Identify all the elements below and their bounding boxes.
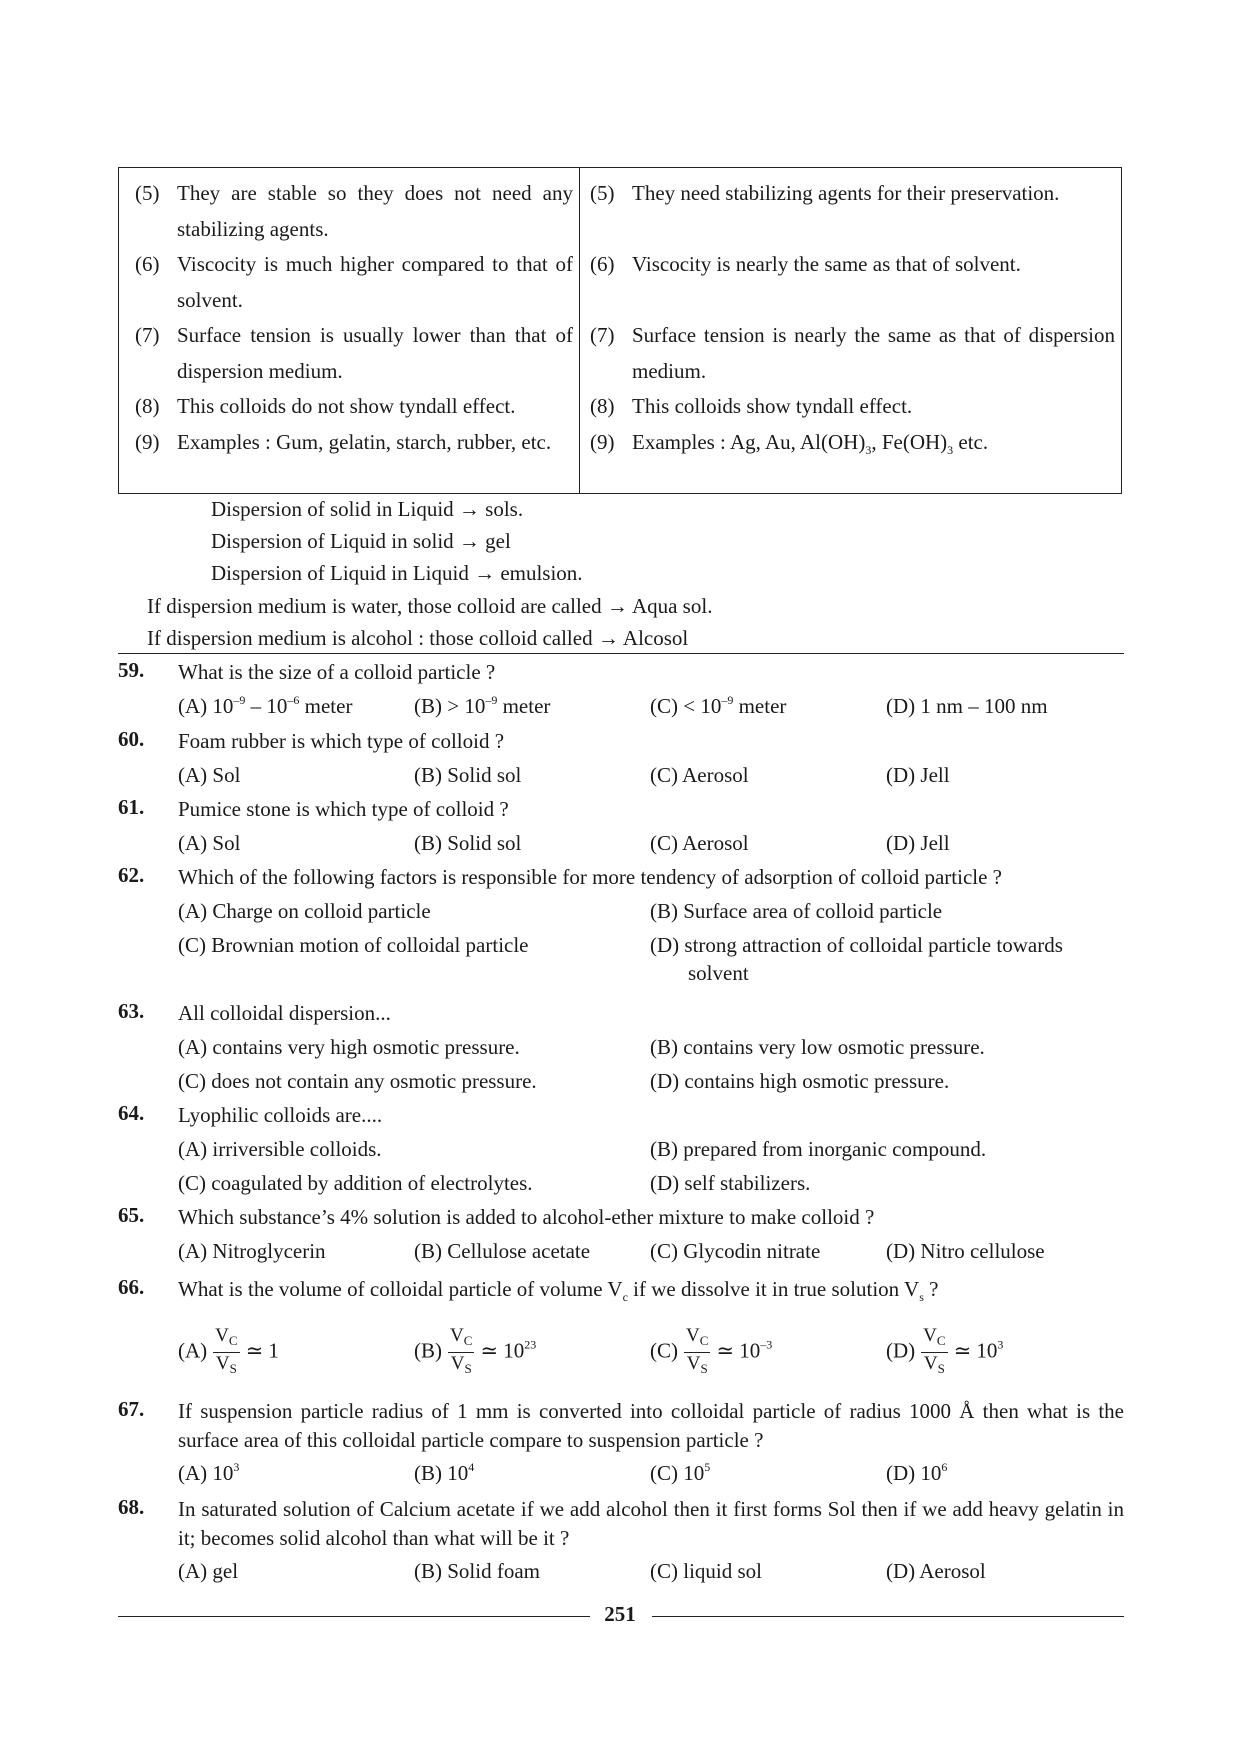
fraction-denominator bbox=[684, 1353, 710, 1380]
subscript: C bbox=[463, 1333, 473, 1348]
option-d-continued: solvent bbox=[688, 961, 749, 985]
option-a: (A) contains very high osmotic pressure. bbox=[178, 1035, 520, 1059]
text-part: What is the volume of colloidal particle of volume V bbox=[178, 1277, 623, 1301]
option-label: (C) bbox=[650, 1338, 678, 1363]
question-text: In saturated solution of Calcium acetate if we add alcohol then it first forms Sol then if we add heavy gelatin in it; becomes solid alcohol than what will be it ? bbox=[178, 1497, 1124, 1550]
vc-vs-fraction bbox=[684, 1325, 710, 1380]
option-b: (B) Cellulose acetate bbox=[414, 1239, 591, 1263]
option-b: (B) Solid foam bbox=[414, 1559, 540, 1583]
question-text: Pumice stone is which type of colloid ? bbox=[178, 797, 509, 821]
option-b: (B) prepared from inorganic compound. bbox=[650, 1137, 987, 1161]
subscript: C bbox=[228, 1333, 238, 1348]
exponent: 5 bbox=[704, 1460, 711, 1474]
question-number: 62. bbox=[118, 863, 145, 887]
note-emulsion: Dispersion of Liquid in Liquid → emulsion. bbox=[211, 561, 583, 585]
item-text bbox=[632, 425, 1115, 461]
vc-vs-fraction bbox=[921, 1325, 947, 1380]
subscript: S bbox=[937, 1361, 945, 1376]
option-b: (B) contains very low osmotic pressure. bbox=[650, 1035, 985, 1059]
subscript: C bbox=[936, 1333, 946, 1348]
question-number: 66. bbox=[118, 1275, 145, 1299]
option-d bbox=[886, 1459, 947, 1488]
option-d: (D) contains high osmotic pressure. bbox=[650, 1069, 950, 1093]
right-item-9 bbox=[590, 425, 1115, 461]
text-part: etc. bbox=[953, 429, 989, 454]
question-number: 65. bbox=[118, 1203, 145, 1227]
exponent: 4 bbox=[468, 1460, 475, 1474]
text-part: , Fe(OH) bbox=[871, 429, 948, 454]
symbol: V bbox=[923, 1325, 937, 1346]
exponent: 3 bbox=[233, 1460, 240, 1474]
item-text: They need stabilizing agents for their preservation. bbox=[632, 181, 1060, 205]
lyophilic-column bbox=[119, 168, 580, 493]
symbol: V bbox=[686, 1353, 701, 1374]
question-number: 64. bbox=[118, 1101, 145, 1125]
option-value: ≃ 10 bbox=[716, 1338, 761, 1363]
subscript: C bbox=[699, 1333, 709, 1348]
right-item-7 bbox=[590, 318, 1115, 389]
option-c: (C) Aerosol bbox=[650, 831, 749, 855]
item-number: (9) bbox=[135, 429, 160, 454]
fraction-numerator bbox=[448, 1325, 474, 1353]
text-part: if we dissolve it in true solution V bbox=[627, 1277, 920, 1301]
left-item-9 bbox=[135, 425, 573, 461]
item-text: This colloids do not show tyndall effect. bbox=[177, 394, 516, 418]
comparison-table bbox=[118, 167, 1122, 494]
item-text: Viscocity is nearly the same as that of solvent. bbox=[632, 252, 1021, 276]
exponent: –6 bbox=[287, 693, 300, 707]
item-text: Surface tension is usually lower than that of dispersion medium. bbox=[177, 323, 573, 383]
subscript: c bbox=[622, 1290, 628, 1304]
exponent: 6 bbox=[941, 1460, 948, 1474]
option-label: (D) bbox=[886, 1338, 916, 1363]
item-number: (6) bbox=[590, 252, 615, 276]
option-a bbox=[178, 1325, 279, 1380]
question-text: Which of the following factors is responsible for more tendency of adsorption of colloid particle ? bbox=[178, 865, 1003, 889]
exponent: –3 bbox=[760, 1337, 773, 1352]
option-d: (D) Jell bbox=[886, 831, 950, 855]
fraction-numerator bbox=[684, 1325, 710, 1353]
item-text: Examples : Gum, gelatin, starch, rubber, etc. bbox=[177, 429, 552, 454]
option-d: (D) Aerosol bbox=[886, 1559, 986, 1583]
question-number: 63. bbox=[118, 999, 145, 1023]
option-a bbox=[178, 1459, 239, 1488]
item-number: (7) bbox=[590, 323, 615, 347]
subscript: s bbox=[919, 1290, 924, 1304]
fraction-denominator bbox=[921, 1353, 947, 1380]
question-text bbox=[178, 1275, 1124, 1304]
fraction-denominator bbox=[213, 1353, 239, 1380]
note-sols: Dispersion of solid in Liquid → sols. bbox=[211, 497, 524, 521]
option-text: meter bbox=[497, 694, 551, 718]
question-number: 67. bbox=[118, 1397, 145, 1421]
note-gel: Dispersion of Liquid in solid → gel bbox=[211, 529, 511, 553]
option-value: ≃ 1 bbox=[245, 1338, 279, 1363]
item-text: Surface tension is nearly the same as that of dispersion medium. bbox=[632, 323, 1115, 383]
option-text: (D) 10 bbox=[886, 1461, 942, 1485]
option-d bbox=[886, 1325, 1003, 1380]
item-text: Viscocity is much higher compared to that of solvent. bbox=[177, 252, 573, 312]
option-b bbox=[414, 1325, 536, 1380]
exponent: –9 bbox=[233, 693, 246, 707]
question-text: Which substance’s 4% solution is added to alcohol-ether mixture to make colloid ? bbox=[178, 1205, 875, 1229]
vc-vs-fraction bbox=[213, 1325, 239, 1380]
option-a: (A) irriversible colloids. bbox=[178, 1137, 382, 1161]
fraction-numerator bbox=[213, 1325, 239, 1353]
text-part: Examples : Ag, Au, Al(OH) bbox=[632, 429, 866, 454]
left-item-5 bbox=[135, 176, 573, 247]
exponent: 23 bbox=[524, 1337, 537, 1352]
exponent: 3 bbox=[997, 1337, 1004, 1352]
symbol: V bbox=[215, 1353, 230, 1374]
option-c: (C) Brownian motion of colloidal particle bbox=[178, 933, 529, 957]
option-text: (C) < 10 bbox=[650, 694, 722, 718]
option-b: (B) Solid sol bbox=[414, 763, 522, 787]
subscript: S bbox=[464, 1361, 472, 1376]
item-number: (5) bbox=[135, 181, 160, 205]
question-text: Foam rubber is which type of colloid ? bbox=[178, 729, 505, 753]
option-a: (A) Sol bbox=[178, 831, 241, 855]
right-item-5 bbox=[590, 176, 1115, 247]
option-a bbox=[178, 692, 352, 721]
option-d: (D) self stabilizers. bbox=[650, 1171, 811, 1195]
subscript: 3 bbox=[947, 442, 954, 457]
item-number: (6) bbox=[135, 252, 160, 276]
option-c bbox=[650, 1459, 710, 1488]
question-text: If suspension particle radius of 1 mm is converted into colloidal particle of radius 1000 Å then what is the surface area of this colloidal particle compare to suspension particle ? bbox=[178, 1399, 1124, 1452]
option-c: (C) does not contain any osmotic pressure. bbox=[178, 1069, 537, 1093]
note-aqua-sol: If dispersion medium is water, those colloid are called → Aqua sol. bbox=[147, 594, 713, 618]
item-number: (8) bbox=[135, 394, 160, 418]
question-text: All colloidal dispersion... bbox=[178, 1001, 391, 1025]
section-divider bbox=[118, 653, 1124, 654]
subscript: 3 bbox=[865, 442, 872, 457]
symbol: V bbox=[923, 1353, 938, 1374]
option-b: (B) Solid sol bbox=[414, 831, 522, 855]
option-c: (C) liquid sol bbox=[650, 1559, 763, 1583]
exponent: –9 bbox=[721, 693, 734, 707]
option-text: meter bbox=[733, 694, 787, 718]
option-text: (B) 10 bbox=[414, 1461, 469, 1485]
option-b bbox=[414, 692, 550, 721]
question-text: Lyophilic colloids are.... bbox=[178, 1103, 383, 1127]
lyophobic-column bbox=[580, 168, 1121, 493]
option-text: (A) 10 bbox=[178, 1461, 234, 1485]
option-value: ≃ 10 bbox=[480, 1338, 525, 1363]
option-c bbox=[650, 692, 786, 721]
left-item-7 bbox=[135, 318, 573, 389]
option-a: (A) gel bbox=[178, 1559, 239, 1583]
option-b bbox=[414, 1459, 474, 1488]
item-number: (7) bbox=[135, 323, 160, 347]
page-number: 251 bbox=[604, 1602, 636, 1626]
fraction-numerator bbox=[921, 1325, 947, 1353]
question-text: What is the size of a colloid particle ? bbox=[178, 660, 496, 684]
exponent: –9 bbox=[485, 693, 498, 707]
right-item-8 bbox=[590, 389, 1115, 425]
symbol: V bbox=[450, 1353, 465, 1374]
option-d: (D) strong attraction of colloidal particle towards bbox=[650, 933, 1063, 957]
left-item-6 bbox=[135, 247, 573, 318]
option-label: (A) bbox=[178, 1338, 208, 1363]
option-c bbox=[650, 1325, 772, 1380]
option-b: (B) Surface area of colloid particle bbox=[650, 899, 943, 923]
option-a: (A) Charge on colloid particle bbox=[178, 899, 431, 923]
right-item-6 bbox=[590, 247, 1115, 318]
option-c: (C) Glycodin nitrate bbox=[650, 1239, 821, 1263]
option-value: ≃ 10 bbox=[953, 1338, 998, 1363]
option-c: (C) coagulated by addition of electrolytes. bbox=[178, 1171, 533, 1195]
item-text: This colloids show tyndall effect. bbox=[632, 394, 913, 418]
footer-rule-left bbox=[118, 1616, 590, 1617]
question-number: 59. bbox=[118, 658, 145, 682]
option-text: (B) > 10 bbox=[414, 694, 486, 718]
footer-rule-right bbox=[652, 1616, 1124, 1617]
option-d: (D) Jell bbox=[886, 763, 950, 787]
symbol: V bbox=[450, 1325, 464, 1346]
option-a: (A) Sol bbox=[178, 763, 241, 787]
question-number: 61. bbox=[118, 795, 145, 819]
vc-vs-fraction bbox=[448, 1325, 474, 1380]
option-a: (A) Nitroglycerin bbox=[178, 1239, 326, 1263]
subscript: S bbox=[700, 1361, 708, 1376]
option-c: (C) Aerosol bbox=[650, 763, 749, 787]
note-alcosol: If dispersion medium is alcohol : those colloid called → Alcosol bbox=[147, 626, 689, 650]
option-d: (D) Nitro cellulose bbox=[886, 1239, 1045, 1263]
item-text: They are stable so they does not need any stabilizing agents. bbox=[177, 181, 573, 241]
option-text: – 10 bbox=[245, 694, 288, 718]
item-number: (5) bbox=[590, 181, 615, 205]
left-item-8 bbox=[135, 389, 573, 425]
item-number: (9) bbox=[590, 429, 615, 454]
fraction-denominator bbox=[448, 1353, 474, 1380]
question-number: 60. bbox=[118, 727, 145, 751]
option-label: (B) bbox=[414, 1338, 442, 1363]
option-text: (C) 10 bbox=[650, 1461, 705, 1485]
option-text: meter bbox=[299, 694, 353, 718]
text-part: ? bbox=[923, 1277, 939, 1301]
option-text: (A) 10 bbox=[178, 694, 234, 718]
item-number: (8) bbox=[590, 394, 615, 418]
symbol: V bbox=[686, 1325, 700, 1346]
question-number: 68. bbox=[118, 1495, 145, 1519]
option-d: (D) 1 nm – 100 nm bbox=[886, 694, 1048, 718]
subscript: S bbox=[229, 1361, 237, 1376]
symbol: V bbox=[215, 1325, 229, 1346]
